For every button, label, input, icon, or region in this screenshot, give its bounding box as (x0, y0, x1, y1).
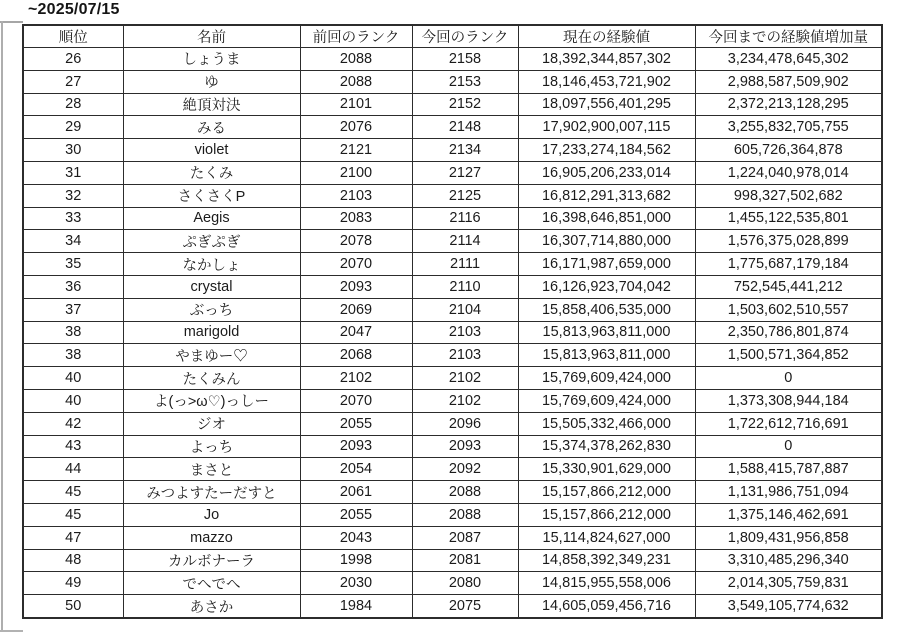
column-header-name: 名前 (123, 25, 300, 48)
cell-exp-gain: 3,310,485,296,340 (695, 549, 882, 572)
cell-prev-rank: 2103 (300, 184, 412, 207)
cell-prev-rank: 2055 (300, 412, 412, 435)
cell-rank: 40 (23, 367, 123, 390)
cell-prev-rank: 2069 (300, 298, 412, 321)
cell-name: violet (123, 139, 300, 162)
cell-current-exp: 14,605,059,456,716 (518, 595, 695, 618)
cell-prev-rank: 2100 (300, 161, 412, 184)
cell-current-exp: 17,233,274,184,562 (518, 139, 695, 162)
cell-rank: 34 (23, 230, 123, 253)
table-row (23, 230, 882, 253)
cell-name: mazzo (123, 526, 300, 549)
cell-current-exp: 15,813,963,811,000 (518, 321, 695, 344)
cell-name: やまゆー♡ (123, 344, 300, 367)
cell-current-exp: 18,146,453,721,902 (518, 70, 695, 93)
cell-rank: 47 (23, 526, 123, 549)
cell-current-rank: 2114 (412, 230, 518, 253)
cropped-grid-line-vertical (1, 21, 3, 632)
table-row (23, 595, 882, 618)
cell-name: まさと (123, 458, 300, 481)
cell-exp-gain: 3,234,478,645,302 (695, 48, 882, 71)
cell-exp-gain: 1,455,122,535,801 (695, 207, 882, 230)
table-row (23, 275, 882, 298)
cell-current-rank: 2148 (412, 116, 518, 139)
table-row (23, 344, 882, 367)
cell-name: さくさくP (123, 184, 300, 207)
cell-exp-gain: 1,775,687,179,184 (695, 253, 882, 276)
table-row (23, 48, 882, 71)
cell-current-exp: 18,392,344,857,302 (518, 48, 695, 71)
cell-current-rank: 2127 (412, 161, 518, 184)
cell-rank: 26 (23, 48, 123, 71)
cell-prev-rank: 2083 (300, 207, 412, 230)
cell-current-exp: 15,114,824,627,000 (518, 526, 695, 549)
cell-prev-rank: 2093 (300, 435, 412, 458)
cell-prev-rank: 2088 (300, 70, 412, 93)
cell-exp-gain: 1,375,146,462,691 (695, 503, 882, 526)
cropped-grid-line-bottom (0, 630, 23, 632)
cell-name: でへでへ (123, 572, 300, 595)
column-header-exp-gain: 今回までの経験値増加量 (695, 25, 882, 48)
table-row (23, 93, 882, 116)
cell-current-exp: 15,813,963,811,000 (518, 344, 695, 367)
column-header-prev-rank: 前回のランク (300, 25, 412, 48)
cell-rank: 28 (23, 93, 123, 116)
cell-rank: 30 (23, 139, 123, 162)
cropped-grid-line-top (0, 21, 23, 23)
table-row (23, 184, 882, 207)
cell-prev-rank: 2121 (300, 139, 412, 162)
cell-exp-gain: 1,809,431,956,858 (695, 526, 882, 549)
cell-rank: 50 (23, 595, 123, 618)
table-row (23, 161, 882, 184)
cell-current-rank: 2134 (412, 139, 518, 162)
cell-prev-rank: 2076 (300, 116, 412, 139)
cell-current-rank: 2110 (412, 275, 518, 298)
cell-name: 絶頂対決 (123, 93, 300, 116)
cell-current-rank: 2102 (412, 367, 518, 390)
cell-current-rank: 2075 (412, 595, 518, 618)
cell-name: ぶっち (123, 298, 300, 321)
cell-current-exp: 15,505,332,466,000 (518, 412, 695, 435)
cell-exp-gain: 1,588,415,787,887 (695, 458, 882, 481)
cell-prev-rank: 2101 (300, 93, 412, 116)
cell-current-rank: 2102 (412, 389, 518, 412)
table-row (23, 481, 882, 504)
cell-rank: 32 (23, 184, 123, 207)
cell-prev-rank: 2093 (300, 275, 412, 298)
cell-rank: 33 (23, 207, 123, 230)
cell-rank: 49 (23, 572, 123, 595)
cell-current-rank: 2153 (412, 70, 518, 93)
cell-exp-gain: 1,131,986,751,094 (695, 481, 882, 504)
cell-exp-gain: 3,549,105,774,632 (695, 595, 882, 618)
cell-current-rank: 2080 (412, 572, 518, 595)
cell-current-rank: 2093 (412, 435, 518, 458)
cell-rank: 37 (23, 298, 123, 321)
cell-current-rank: 2092 (412, 458, 518, 481)
cell-prev-rank: 2070 (300, 253, 412, 276)
cell-current-rank: 2111 (412, 253, 518, 276)
cell-exp-gain: 1,500,571,364,852 (695, 344, 882, 367)
column-header-rank: 順位 (23, 25, 123, 48)
cell-current-exp: 17,902,900,007,115 (518, 116, 695, 139)
cell-prev-rank: 2047 (300, 321, 412, 344)
table-header-row (23, 25, 882, 48)
ranking-table (22, 24, 883, 619)
cell-name: しょうま (123, 48, 300, 71)
cell-current-rank: 2081 (412, 549, 518, 572)
cell-current-exp: 15,858,406,535,000 (518, 298, 695, 321)
cell-rank: 35 (23, 253, 123, 276)
cell-current-rank: 2152 (412, 93, 518, 116)
cell-prev-rank: 2088 (300, 48, 412, 71)
cell-exp-gain: 1,224,040,978,014 (695, 161, 882, 184)
cell-rank: 31 (23, 161, 123, 184)
cell-prev-rank: 2102 (300, 367, 412, 390)
cell-current-rank: 2158 (412, 48, 518, 71)
cell-rank: 36 (23, 275, 123, 298)
cell-current-exp: 16,905,206,233,014 (518, 161, 695, 184)
cell-name: marigold (123, 321, 300, 344)
table-row (23, 458, 882, 481)
cell-prev-rank: 2070 (300, 389, 412, 412)
page-title: ~2025/07/15 (28, 1, 120, 18)
table-row (23, 253, 882, 276)
cell-prev-rank: 2061 (300, 481, 412, 504)
cell-prev-rank: 2043 (300, 526, 412, 549)
cell-rank: 45 (23, 481, 123, 504)
table-row (23, 70, 882, 93)
cell-exp-gain: 2,350,786,801,874 (695, 321, 882, 344)
cell-name: あさか (123, 595, 300, 618)
cell-name: たくみ (123, 161, 300, 184)
cell-rank: 44 (23, 458, 123, 481)
column-header-current-rank: 今回のランク (412, 25, 518, 48)
cell-current-rank: 2103 (412, 321, 518, 344)
cell-exp-gain: 1,373,308,944,184 (695, 389, 882, 412)
cell-exp-gain: 1,576,375,028,899 (695, 230, 882, 253)
cell-rank: 43 (23, 435, 123, 458)
cell-rank: 42 (23, 412, 123, 435)
table-row (23, 503, 882, 526)
cell-exp-gain: 2,372,213,128,295 (695, 93, 882, 116)
cell-name: なかしょ (123, 253, 300, 276)
cell-name: ジオ (123, 412, 300, 435)
cell-exp-gain: 2,014,305,759,831 (695, 572, 882, 595)
cell-current-exp: 15,330,901,629,000 (518, 458, 695, 481)
cell-current-exp: 16,398,646,851,000 (518, 207, 695, 230)
cell-current-exp: 15,769,609,424,000 (518, 389, 695, 412)
cell-current-exp: 15,769,609,424,000 (518, 367, 695, 390)
cell-exp-gain: 1,503,602,510,557 (695, 298, 882, 321)
cell-exp-gain: 0 (695, 435, 882, 458)
cell-prev-rank: 1984 (300, 595, 412, 618)
cell-current-exp: 16,812,291,313,682 (518, 184, 695, 207)
column-header-current-exp: 現在の経験値 (518, 25, 695, 48)
table-row (23, 207, 882, 230)
cell-name: ぷぎぷぎ (123, 230, 300, 253)
cell-name: みる (123, 116, 300, 139)
cell-name: よっち (123, 435, 300, 458)
cell-prev-rank: 2078 (300, 230, 412, 253)
cell-prev-rank: 2030 (300, 572, 412, 595)
cell-name: カルボナーラ (123, 549, 300, 572)
cell-name: よ(っ>ω♡)っしー (123, 389, 300, 412)
table-body (23, 48, 882, 618)
cell-exp-gain: 1,722,612,716,691 (695, 412, 882, 435)
table-row (23, 435, 882, 458)
cell-current-exp: 16,307,714,880,000 (518, 230, 695, 253)
cell-name: みつよすたーだすと (123, 481, 300, 504)
table-row (23, 549, 882, 572)
cell-rank: 38 (23, 344, 123, 367)
cell-exp-gain: 2,988,587,509,902 (695, 70, 882, 93)
table-row (23, 412, 882, 435)
cell-rank: 45 (23, 503, 123, 526)
cell-name: crystal (123, 275, 300, 298)
cell-current-exp: 14,815,955,558,006 (518, 572, 695, 595)
cell-name: ゆ (123, 70, 300, 93)
cell-prev-rank: 2054 (300, 458, 412, 481)
cell-name: Jo (123, 503, 300, 526)
cell-current-exp: 16,171,987,659,000 (518, 253, 695, 276)
table-row (23, 572, 882, 595)
cell-rank: 38 (23, 321, 123, 344)
cell-name: Aegis (123, 207, 300, 230)
table-row (23, 389, 882, 412)
cell-name: たくみん (123, 367, 300, 390)
cell-exp-gain: 605,726,364,878 (695, 139, 882, 162)
cell-exp-gain: 0 (695, 367, 882, 390)
cell-rank: 27 (23, 70, 123, 93)
table-row (23, 321, 882, 344)
cell-exp-gain: 3,255,832,705,755 (695, 116, 882, 139)
cell-rank: 29 (23, 116, 123, 139)
cell-current-rank: 2088 (412, 503, 518, 526)
cell-current-exp: 15,374,378,262,830 (518, 435, 695, 458)
cell-exp-gain: 752,545,441,212 (695, 275, 882, 298)
cell-current-rank: 2096 (412, 412, 518, 435)
cell-rank: 48 (23, 549, 123, 572)
cell-current-exp: 15,157,866,212,000 (518, 481, 695, 504)
cell-exp-gain: 998,327,502,682 (695, 184, 882, 207)
cell-current-exp: 14,858,392,349,231 (518, 549, 695, 572)
cell-prev-rank: 2068 (300, 344, 412, 367)
cell-current-rank: 2087 (412, 526, 518, 549)
cell-prev-rank: 1998 (300, 549, 412, 572)
table-row (23, 526, 882, 549)
cell-current-exp: 15,157,866,212,000 (518, 503, 695, 526)
cell-current-rank: 2088 (412, 481, 518, 504)
cell-current-rank: 2116 (412, 207, 518, 230)
cell-current-exp: 16,126,923,704,042 (518, 275, 695, 298)
table-row (23, 139, 882, 162)
cell-prev-rank: 2055 (300, 503, 412, 526)
cell-current-rank: 2104 (412, 298, 518, 321)
cell-current-rank: 2103 (412, 344, 518, 367)
table-row (23, 298, 882, 321)
cell-current-rank: 2125 (412, 184, 518, 207)
cell-rank: 40 (23, 389, 123, 412)
table-row (23, 116, 882, 139)
table-row (23, 367, 882, 390)
cell-current-exp: 18,097,556,401,295 (518, 93, 695, 116)
